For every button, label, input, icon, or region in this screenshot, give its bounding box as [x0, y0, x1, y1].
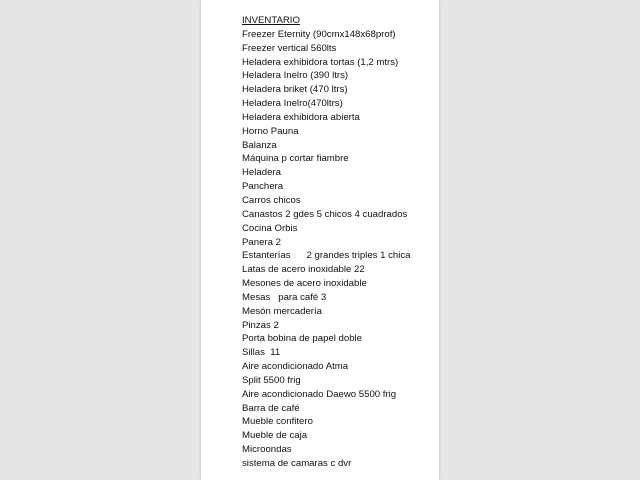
inventory-item: Latas de acero inoxidable 22: [242, 264, 365, 276]
inventory-item: Mesones de acero inoxidable: [242, 278, 367, 290]
inventory-item: Mueble confitero: [242, 416, 313, 428]
inventory-item: Sillas 11: [242, 347, 281, 359]
inventory-items: [242, 28, 442, 471]
inventory-item: Máquina p cortar fiambre: [242, 153, 349, 165]
inventory-item: Freezer vertical 560lts: [242, 42, 337, 54]
inventory-item: Mueble de caja: [242, 430, 308, 442]
inventory-item: Heladera Inelro (390 ltrs): [242, 70, 349, 82]
inventory-item: Heladera exhibidora abierta: [242, 111, 360, 123]
inventory-item: Aire acondicionado Atma: [242, 361, 349, 373]
inventory-item: Cocina Orbis: [242, 222, 298, 234]
inventory-item: Split 5500 frig: [242, 374, 301, 386]
inventory-item: Estanterías 2 grandes triples 1 chica: [242, 250, 411, 262]
inventory-item: Mesas para café 3: [242, 291, 327, 303]
inventory-item: Microondas: [242, 444, 292, 456]
inventory-item: sistema de camaras c dvr: [242, 458, 352, 469]
inventory-item: Heladera Inelro(470ltrs): [242, 98, 343, 110]
inventory-item: Pinzas 2: [242, 319, 279, 331]
inventory-item: Heladera briket (470 ltrs): [242, 84, 348, 96]
inventory-item: Balanza: [242, 139, 277, 151]
inventory-item: Heladera exhibidora tortas (1,2 mtrs): [242, 56, 399, 68]
inventory-item: Mesón mercadería: [242, 305, 322, 317]
inventory-item: Horno Pauna: [242, 125, 299, 137]
document-page: [200, 0, 440, 480]
inventory-item: Aire acondicionado Daewo 5500 frig: [242, 388, 397, 400]
inventory-item: Barra de café: [242, 402, 300, 414]
inventory-list: [242, 14, 442, 471]
inventory-item: Carros chicos: [242, 194, 301, 206]
inventory-item: Freezer Eternity (90cmx148x68prof): [242, 28, 396, 40]
inventory-item: Canastos 2 gdes 5 chicos 4 cuadrados: [242, 208, 408, 220]
inventory-item: Panera 2: [242, 236, 281, 248]
document-title: INVENTARIO: [242, 15, 300, 26]
inventory-item: Heladera: [242, 167, 281, 179]
inventory-item: Panchera: [242, 181, 284, 193]
inventory-item: Porta bobina de papel doble: [242, 333, 363, 345]
